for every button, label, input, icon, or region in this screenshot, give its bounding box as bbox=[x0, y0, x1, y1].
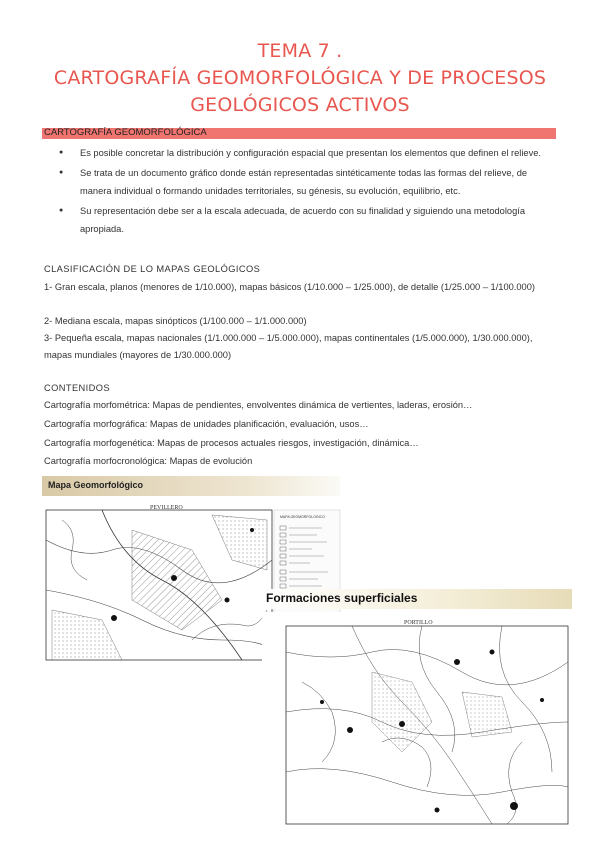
clasificacion-item-2: 2- Mediana escala, mapas sinópticos (1/100.000 – 1/1.000.000) bbox=[44, 316, 307, 326]
map1-header-label: Mapa Geomorfológico bbox=[48, 480, 144, 490]
bullet-item: ● Su representación debe ser a la escala adecuada, de acuerdo con su finalidad y siguiendo una metodología apropiada. bbox=[42, 202, 552, 238]
document-title: TEMA 7 . bbox=[257, 40, 343, 62]
map1-place-name: PEVILLERO bbox=[150, 505, 183, 511]
superficial-formations-map-image bbox=[262, 612, 572, 828]
contenidos-item-4: Cartografía morfocronológica: Mapas de evolución bbox=[44, 456, 253, 466]
contenidos-heading: CONTENIDOS bbox=[44, 383, 110, 393]
section-header-bar bbox=[42, 128, 556, 139]
map1-header bbox=[42, 476, 340, 496]
map2-place-name: PORTILLO bbox=[404, 620, 433, 626]
map2-header bbox=[262, 589, 572, 609]
section-header-label: CARTOGRAFÍA GEOMORFOLÓGICA bbox=[44, 127, 207, 138]
document-subtitle-line-2: GEOLÓGICOS ACTIVOS bbox=[190, 94, 410, 116]
clasificacion-heading: CLASIFICACIÓN DE LO MAPAS GEOLÓGICOS bbox=[44, 264, 261, 274]
clasificacion-item-3: 3- Pequeña escala, mapas nacionales (1/1.000.000 – 1/5.000.000), mapas continentales (1/5.000.000), 1/30.000.000), mapas mundiales (mayores de 1/30.000.000) bbox=[44, 333, 533, 360]
map2-header-label: Formaciones superficiales bbox=[266, 591, 418, 605]
contenidos-item-1: Cartografía morfométrica: Mapas de pendientes, envolventes dinámica de vertientes, laderas, erosión… bbox=[44, 400, 473, 410]
bullet-item: ● Es posible concretar la distribución y configuración espacial que presentan los elementos que definen el relieve. bbox=[42, 144, 552, 162]
clasificacion-item-1: 1- Gran escala, planos (menores de 1/10.000), mapas básicos (1/10.000 – 1/25.000), de detalle (1/25.000 – 1/100.000) bbox=[44, 282, 535, 292]
map1-legend-title: MAPA GEOMORFOLOGICO bbox=[280, 515, 325, 519]
bullet-list bbox=[42, 144, 552, 240]
bullet-item: ● Se trata de un documento gráfico donde están representadas sintéticamente todas las formas del relieve, de manera individual o formando unidades territoriales, su génesis, su evolución, equilibrio, etc. bbox=[42, 164, 552, 200]
contenidos-item-3: Cartografía morfogenética: Mapas de procesos actuales riesgos, investigación, dinámica… bbox=[44, 438, 419, 448]
document-subtitle-line-1: CARTOGRAFÍA GEOMORFOLÓGICA Y DE PROCESOS bbox=[53, 67, 547, 89]
contenidos-item-2: Cartografía morfográfica: Mapas de unidades planificación, evaluación, usos… bbox=[44, 419, 369, 429]
